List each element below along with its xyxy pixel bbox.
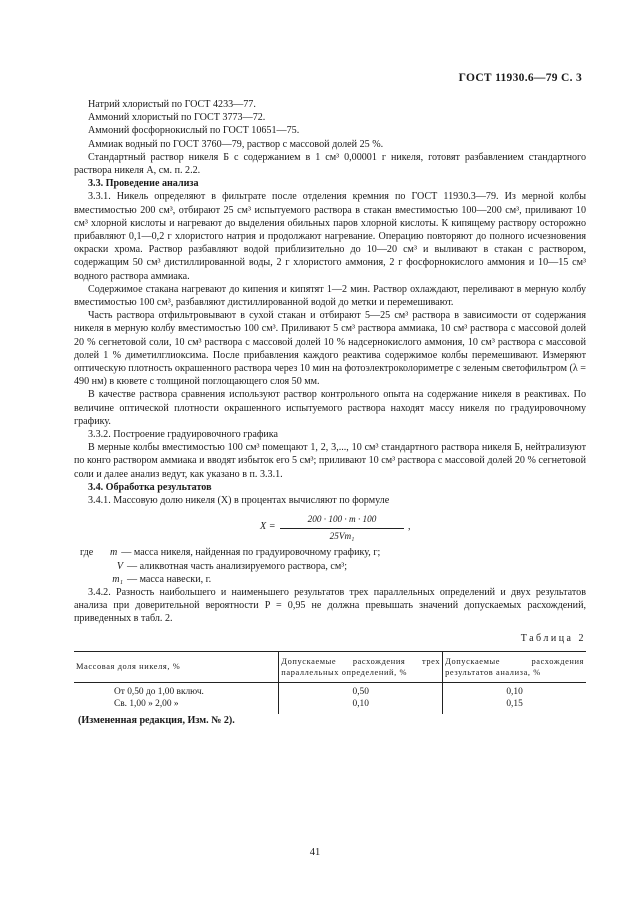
subsection-title-3-3-2: 3.3.2. Построение градуировочного графика	[88, 429, 278, 441]
legend-row	[80, 560, 586, 573]
formula-numerator: 200 · 100 · m · 100	[280, 513, 404, 528]
formula-fraction	[280, 513, 404, 542]
paragraph-3-4-1: 3.4.1. Массовую долю никеля (X) в процентах вычисляют по формуле	[88, 495, 390, 507]
table-cell: Св. 1,00 » 2,00 »	[114, 698, 179, 709]
table-cell: 0,10	[443, 682, 586, 698]
section-heading-3-3: 3.3. Проведение анализа	[88, 178, 199, 190]
reagent-item: Аммоний фосфорнокислый по ГОСТ 10651—75.	[88, 125, 300, 137]
paragraph-3-3-1: 3.3.1. Никель определяют в фильтрате после отделения кремния по ГОСТ 11930.3—79. Из мерной колбы вместимостью 200 см³, отбирают 25 см³ испытуемого раствора в стакан вместимостью 100—200 см³, приливают 10 см³ хлорной кислоты и нагревают до выделения обильных паров хлорной кислоты. К кипящему раствору осторожно прибавляют 0,1—0,2 г хлористого натрия и продолжают нагревание. Операцию повторяют до полного исчезновения окраски хрома. Раствор разбавляют водой приблизительно до 10—20 см³ и выливают в стакан с раствором, содержащим 50 см³ дистиллированной воды, 2 г хлористого аммония, 2 г фосфорнокислого аммония и 10—15 см³ водного раствора аммиака.	[74, 191, 586, 282]
table-header-cell: Допускаемые расхождения трех параллельных определений, %	[279, 651, 443, 682]
table-row	[74, 698, 586, 714]
table-cell: 0,50	[279, 682, 443, 698]
legend-text: — аликвотная часть анализируемого раствора, см³;	[127, 560, 348, 572]
reagent-item: Аммиак водный по ГОСТ 3760—79, раствор с массовой долей 25 %.	[88, 138, 384, 150]
legend-row	[80, 546, 586, 559]
reagent-item: Натрий хлористый по ГОСТ 4233—77.	[88, 99, 256, 110]
legend-text: — масса навески, г.	[127, 573, 212, 585]
formula-lhs: X =	[260, 521, 276, 533]
table-header-cell: Массовая доля никеля, %	[74, 651, 279, 682]
page-number: 41	[309, 847, 321, 858]
table-caption: Таблица 2	[520, 632, 586, 644]
legend-symbol: V	[116, 560, 123, 572]
formula-legend	[80, 546, 586, 586]
std-solution-paragraph: Стандартный раствор никеля Б с содержанием в 1 см³ 0,00001 г никеля, готовят разбавлением стандартного раствора никеля А, см. п. 2.2.	[74, 151, 586, 177]
formula-denominator: 25Vm₁	[329, 530, 355, 541]
legend-prefix: где	[80, 547, 94, 559]
formula-tail: ,	[408, 521, 411, 533]
paragraph-3-4-2: 3.4.2. Разность наибольшего и наименьшего результатов трех параллельных определений и двух результатов анализа при доверительной вероятности P = 0,95 не должна превышать значений допускаемых расхождений, приведенных в табл. 2.	[74, 586, 586, 625]
page-header: ГОСТ 11930.6—79 С. 3	[458, 72, 582, 84]
table-cell: 0,10	[279, 698, 443, 714]
table-header-row	[74, 651, 586, 682]
legend-symbol: m	[109, 547, 118, 559]
section-heading-3-4: 3.4. Обработка результатов	[88, 481, 212, 493]
nickel-formula	[74, 513, 586, 541]
paragraph-3-3-1-d: В качестве раствора сравнения используют раствор контрольного опыта на содержание никеля в реактивах. По величине оптической плотности окрашенного испытуемого раствора находят массу никеля по градуировочному графику.	[74, 389, 586, 427]
legend-text: — масса никеля, найденная по градуировочному графику, г;	[121, 547, 381, 559]
table-row	[74, 682, 586, 698]
tolerance-table	[74, 651, 586, 714]
reagent-item: Аммоний хлористый по ГОСТ 3773—72.	[88, 112, 266, 124]
table-cell: От 0,50 до 1,00 включ.	[114, 686, 204, 697]
paragraph-3-3-2: В мерные колбы вместимостью 100 см³ помещают 1, 2, 3,..., 10 см³ стандартного раствора никеля Б, нейтрализуют по конго раствором аммиака и вводят избыток его 5 см³; приливают 10 см³ раствора с массовой долей 20 % сегнетовой соли и далее анализ ведут, как указано в п. 3.3.1.	[74, 442, 586, 480]
document-body	[74, 98, 586, 727]
legend-row	[80, 573, 586, 586]
table-header-cell: Допускаемые расхождения результатов анализа, %	[443, 651, 586, 682]
legend-symbol: m₁	[112, 573, 123, 585]
amendment-note: (Измененная редакция, Изм. № 2).	[78, 714, 235, 726]
paragraph-3-3-1-c: Часть раствора отфильтровывают в сухой стакан и отбирают 5—25 см³ раствора в зависимости от содержания никеля в мерную колбу вместимостью 100 см³. Приливают 5 см³ раствора аммиака, 10 см³ раствора с массовой долей 20 % сегнетовой соли, 10 см³ раствора с массовой долей 10 % надсернокислого аммония, 10 см³ раствора с массовой долей 1 % диметилглиоксима. После прибавления каждого реактива содержимое колбы перемешивают. Измеряют оптическую плотность окрашенного раствора через 10 мин на фотоэлектроколориметре с зеленым светофильтром (λ = 490 нм) в кювете с толщиной поглощающего слоя 50 мм.	[74, 310, 586, 388]
paragraph-3-3-1-b: Содержимое стакана нагревают до кипения и кипятят 1—2 мин. Раствор охлаждают, переливают в мерную колбу вместимостью 100 см³, разбавляют дистиллированной водой до метки и перемешивают.	[74, 283, 586, 309]
table-cell: 0,15	[443, 698, 586, 714]
